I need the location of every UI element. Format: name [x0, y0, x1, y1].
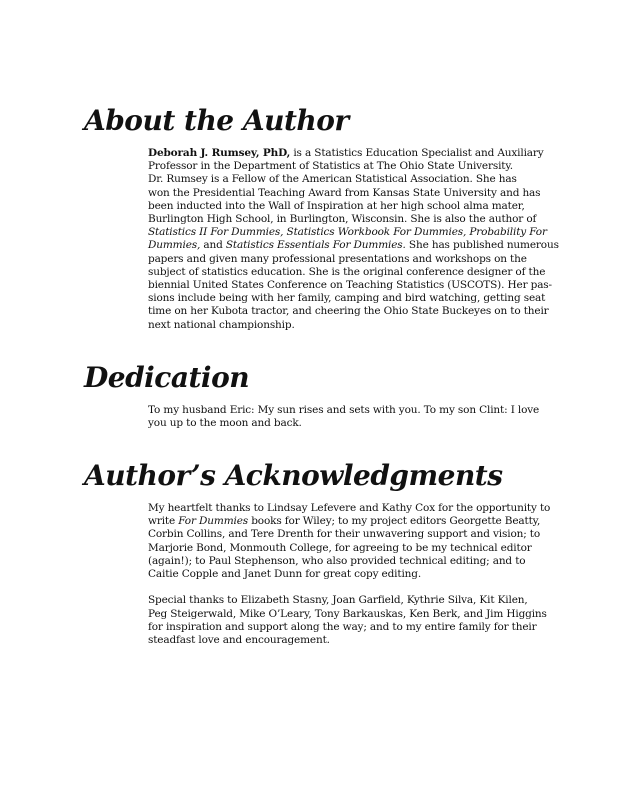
ack-line: for inspiration and support along the way; and to my entire family for their: [148, 620, 537, 633]
paragraph-gap: [148, 581, 552, 594]
about-line: time on her Kubota tractor, and cheering the Ohio State Buckeyes on to their: [148, 305, 549, 318]
author-name: Deborah J. Rumsey, PhD,: [148, 147, 291, 159]
book-titles: Statistics II For Dummies, Statistics Workbook For Dummies, Probability For: [148, 226, 547, 239]
acknowledgments-heading: Author’s Acknowledgments: [84, 459, 503, 492]
about-line: next national championship.: [148, 318, 295, 331]
ack-line: steadfast love and encouragement.: [148, 634, 330, 647]
about-line: Deborah J. Rumsey, PhD, is a Statistics Education Specialist and Auxiliary: [148, 147, 544, 159]
about-line: Dummies, and Statistics Essentials For Dummies. She has published numerous: [148, 239, 559, 252]
about-line: papers and given many professional presentations and workshops on the: [148, 252, 527, 265]
about-line: sions include being with her family, camping and bird watching, getting seat: [148, 292, 546, 305]
book-title: Dummies,: [148, 239, 201, 252]
about-line: Professor in the Department of Statistics at The Ohio State University.: [148, 160, 513, 173]
ack-line: Caitie Copple and Janet Dunn for great copy editing.: [148, 568, 422, 581]
about-heading: About the Author: [84, 104, 349, 137]
about-line: [148, 226, 552, 239]
about-line: won the Presidential Teaching Award from Kansas State University and has: [148, 186, 541, 199]
ack-line: Marjorie Bond, Monmouth College, for agreeing to be my technical editor: [148, 541, 532, 554]
series-title: For Dummies: [178, 515, 249, 528]
about-line: biennial United States Conference on Teaching Statistics (USCOTS). Her pas-: [148, 279, 552, 292]
about-line: Dr. Rumsey is a Fellow of the American Statistical Association. She has: [148, 173, 517, 186]
about-body: [148, 147, 559, 332]
ack-line: (again!); to Paul Stephenson, who also provided technical editing; and to: [148, 554, 526, 567]
about-line: subject of statistics education. She is the original conference designer of the: [148, 265, 546, 278]
ack-line: write For Dummies books for Wiley; to my project editors Georgette Beatty,: [148, 515, 541, 528]
about-line: been inducted into the Wall of Inspiration at her high school alma mater,: [148, 199, 525, 212]
ack-line: Corbin Collins, and Tere Drenth for their unwavering support and vision; to: [148, 528, 541, 541]
ack-line: My heartfelt thanks to Lindsay Lefevere and Kathy Cox for the opportunity to: [148, 502, 551, 514]
about-line: Burlington High School, in Burlington, Wisconsin. She is also the author of: [148, 213, 537, 226]
dedication-line: To my husband Eric: My sun rises and sets with you. To my son Clint: I love: [148, 404, 540, 416]
dedication-heading: Dedication: [84, 361, 250, 394]
dedication-line: you up to the moon and back.: [148, 417, 302, 430]
acknowledgments-body: [148, 502, 552, 647]
ack-line: Special thanks to Elizabeth Stasny, Joan Garfield, Kythrie Silva, Kit Kilen,: [148, 594, 528, 607]
dedication-body: [148, 404, 552, 430]
book-title: Statistics Essentials For Dummies.: [225, 239, 406, 252]
ack-line: Peg Steigerwald, Mike O’Leary, Tony Barkauskas, Ken Berk, and Jim Higgins: [148, 607, 547, 620]
